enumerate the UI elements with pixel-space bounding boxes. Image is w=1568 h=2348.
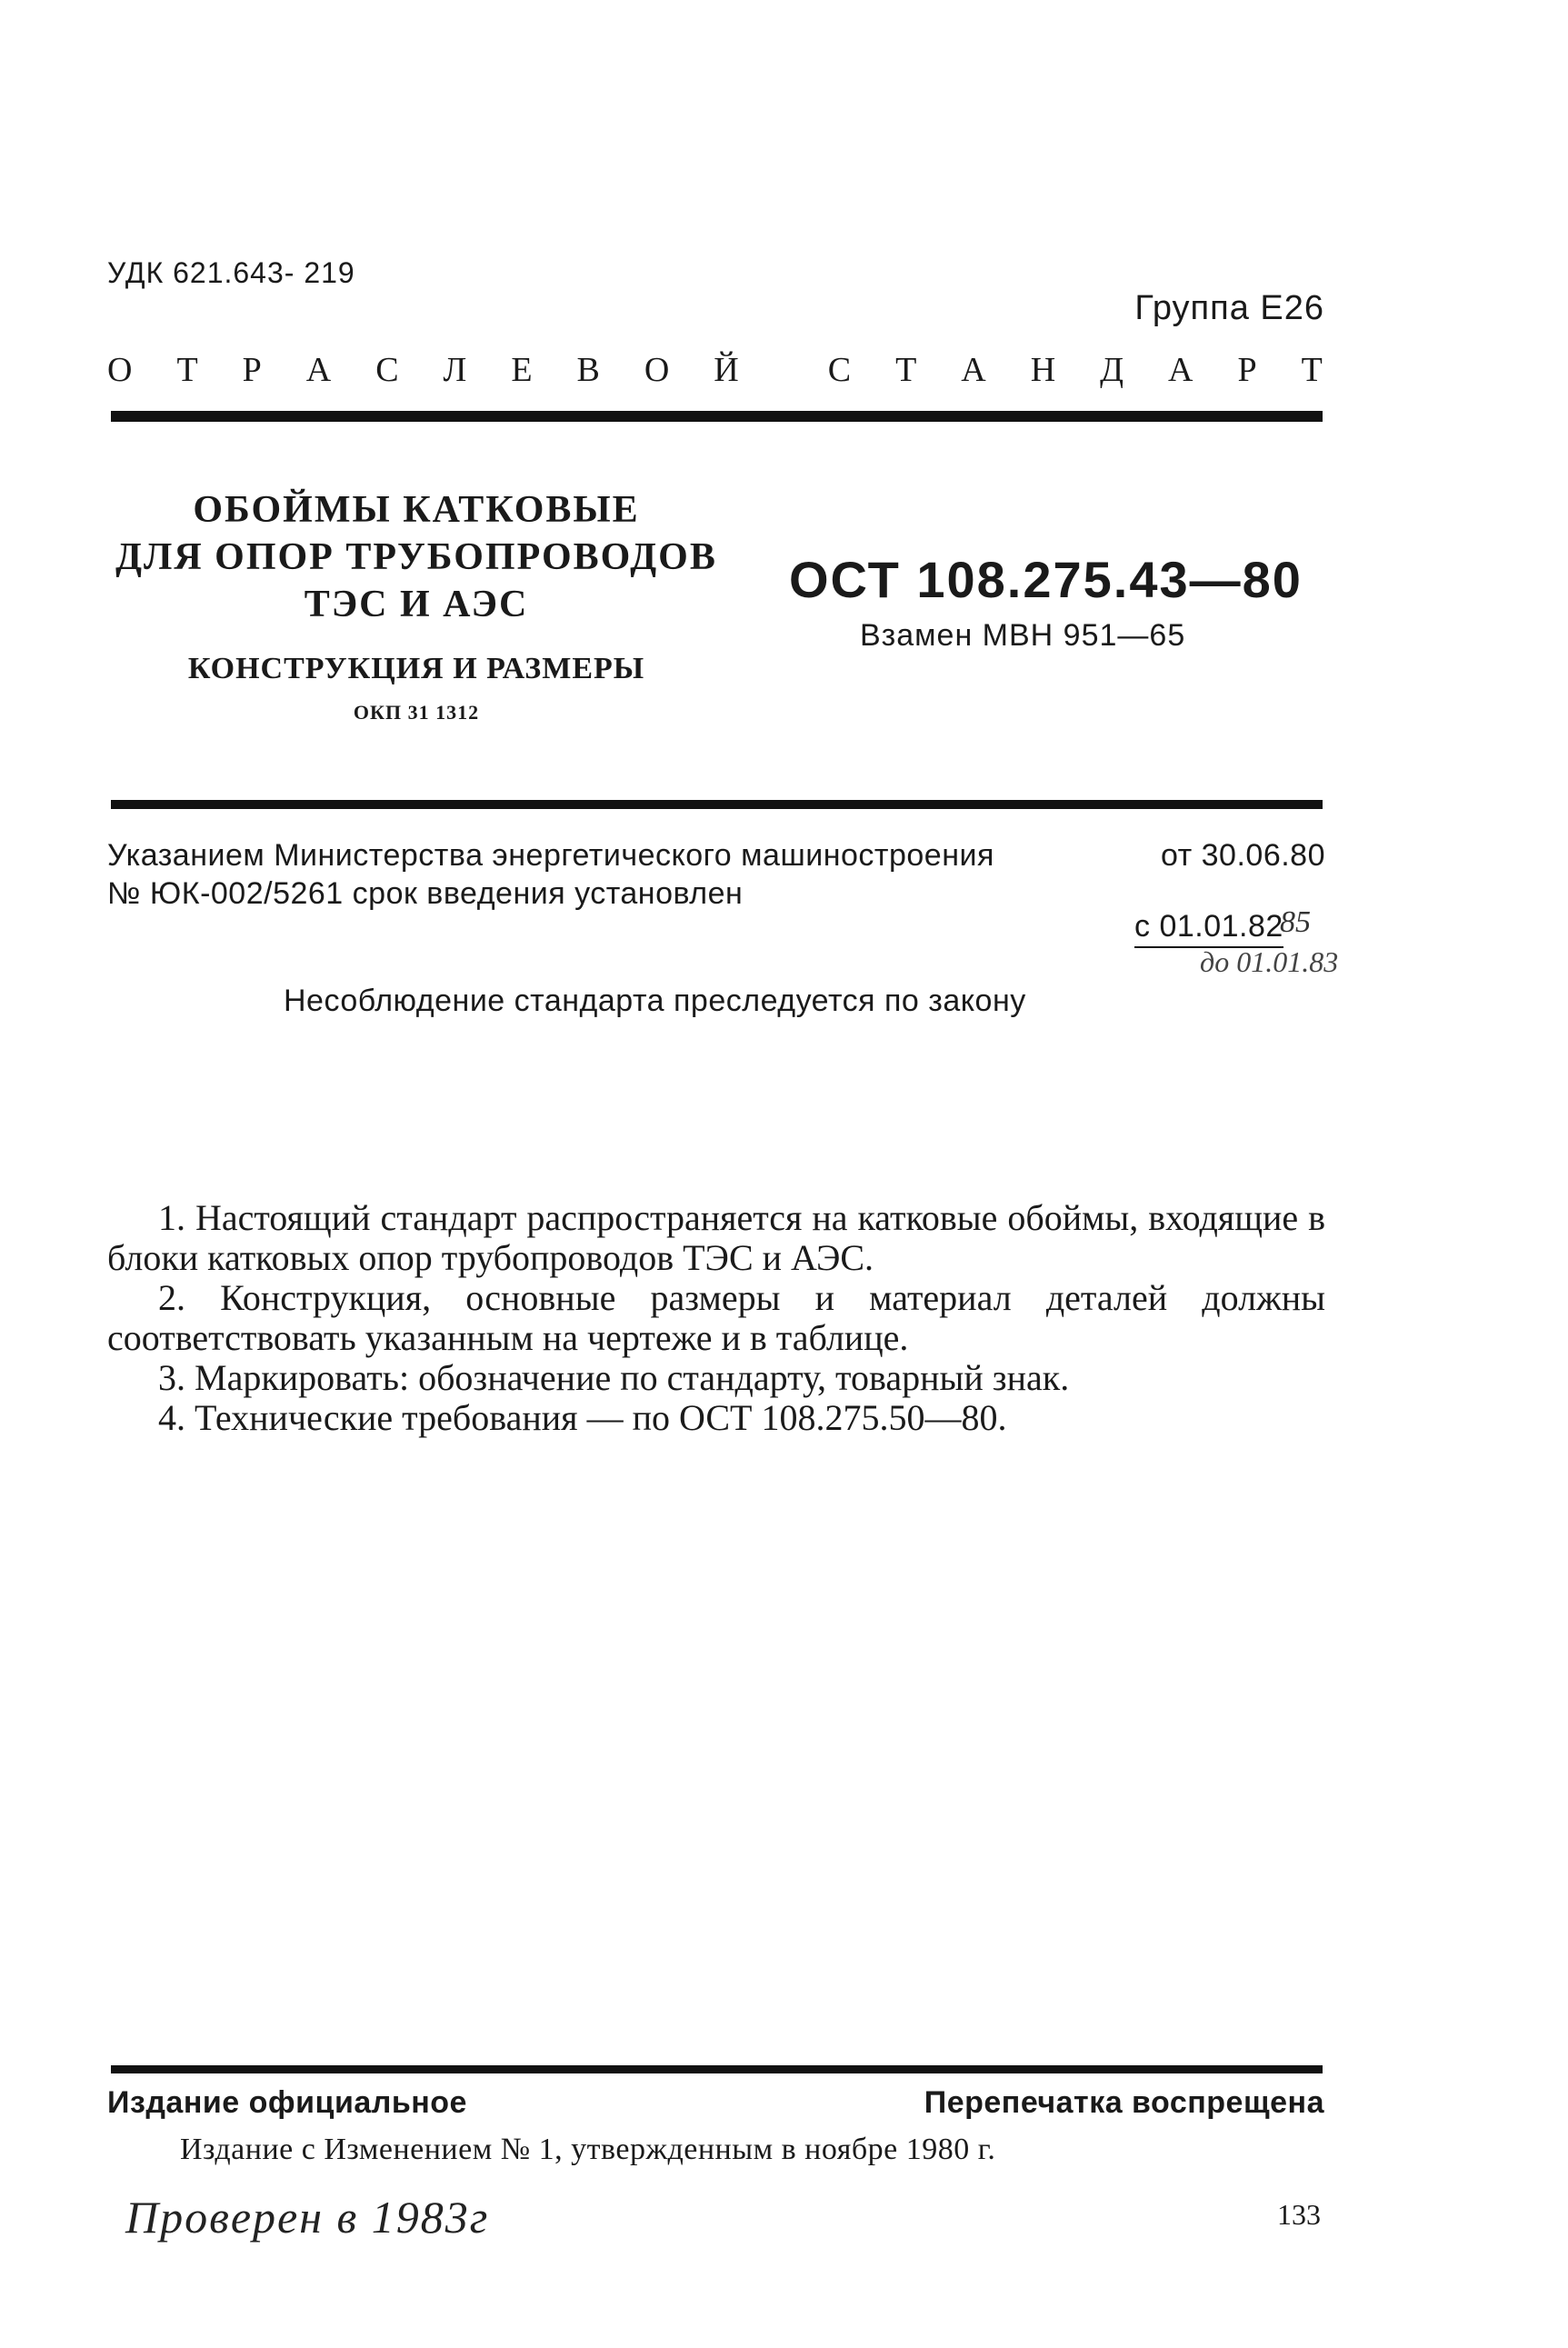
- title-line: ТЭС И АЭС: [304, 584, 529, 625]
- clause-paragraph: 4. Технические требования — по ОСТ 108.275.50—80.: [158, 1397, 1007, 1438]
- banner-letter: Р: [1237, 351, 1257, 389]
- banner-letter: В: [576, 351, 600, 389]
- okp-code: ОКП 31 1312: [353, 701, 480, 724]
- clauses: [107, 1198, 1325, 1438]
- banner-letter: А: [961, 351, 986, 389]
- banner-letter: Й: [714, 351, 739, 389]
- industry-standard-banner: [107, 347, 1323, 393]
- banner-letter: Н: [1030, 351, 1056, 389]
- law-notice: Несоблюдение стандарта преследуется по закону: [284, 984, 1026, 1018]
- banner-letter: Р: [242, 351, 262, 389]
- directive-line2: № ЮК-002/5261 срок введения установлен: [107, 876, 744, 911]
- handwritten-check-note: Проверен в 1983г: [125, 2192, 490, 2243]
- clause-paragraph: 3. Маркировать: обозначение по стандарту, товарный знак.: [158, 1357, 1070, 1398]
- title-line: ОБОЙМЫ КАТКОВЫЕ: [193, 489, 640, 531]
- directive-text: [107, 836, 1325, 913]
- section-rule: [111, 800, 1323, 809]
- replaces-standard: Взамен МВН 951—65: [860, 618, 1186, 653]
- official-edition-label: Издание официальное: [107, 2085, 467, 2120]
- banner-letter: Т: [1301, 351, 1323, 389]
- banner-letter: А: [305, 351, 332, 389]
- effective-date: с 01.01.82: [1134, 909, 1283, 948]
- clause-paragraph: 2. Конструкция, основные размеры и материал деталей должны соответствовать указанным на чертеже и в таблице.: [107, 1277, 1325, 1358]
- clause-paragraph: 1. Настоящий стандарт распространяется на катковые обоймы, входящие в блоки катковых опор трубопроводов ТЭС и АЭС.: [107, 1197, 1325, 1278]
- banner-letter: А: [1168, 351, 1193, 389]
- amendment-note: Издание с Изменением № 1, утвержденным в ноябре 1980 г.: [180, 2133, 996, 2166]
- banner-letter: С: [375, 351, 399, 389]
- reprint-forbidden-label: Перепечатка воспрещена: [924, 2085, 1324, 2120]
- title-block: [107, 486, 725, 724]
- header-rule: [111, 411, 1323, 422]
- handwritten-date: до 01.01.83: [1200, 945, 1339, 978]
- group-label: Группа Е26: [1134, 289, 1324, 327]
- banner-letter: О: [644, 351, 670, 389]
- banner-letter: Л: [443, 351, 467, 389]
- banner-letter: Т: [895, 351, 917, 389]
- directive-line1-right: от 30.06.80: [1160, 838, 1325, 873]
- title-line: ДЛЯ ОПОР ТРУБОПРОВОДОВ: [115, 536, 717, 578]
- subtitle: КОНСТРУКЦИЯ И РАЗМЕРЫ: [187, 652, 645, 685]
- banner-letter: Т: [176, 351, 198, 389]
- handwritten-correction: 85: [1280, 905, 1311, 939]
- standard-number: ОСТ 108.275.43—80: [789, 551, 1303, 608]
- page-number: 133: [1277, 2198, 1321, 2231]
- banner-letter: С: [827, 351, 852, 389]
- banner-letter: О: [107, 351, 133, 389]
- udk-code: УДК 621.643- 219: [107, 256, 355, 289]
- banner-letter: Д: [1100, 351, 1124, 389]
- banner-letter: Е: [511, 351, 533, 389]
- directive-line1-left: Указанием Министерства энергетического машиностроения: [107, 838, 994, 873]
- footer-rule: [111, 2065, 1323, 2073]
